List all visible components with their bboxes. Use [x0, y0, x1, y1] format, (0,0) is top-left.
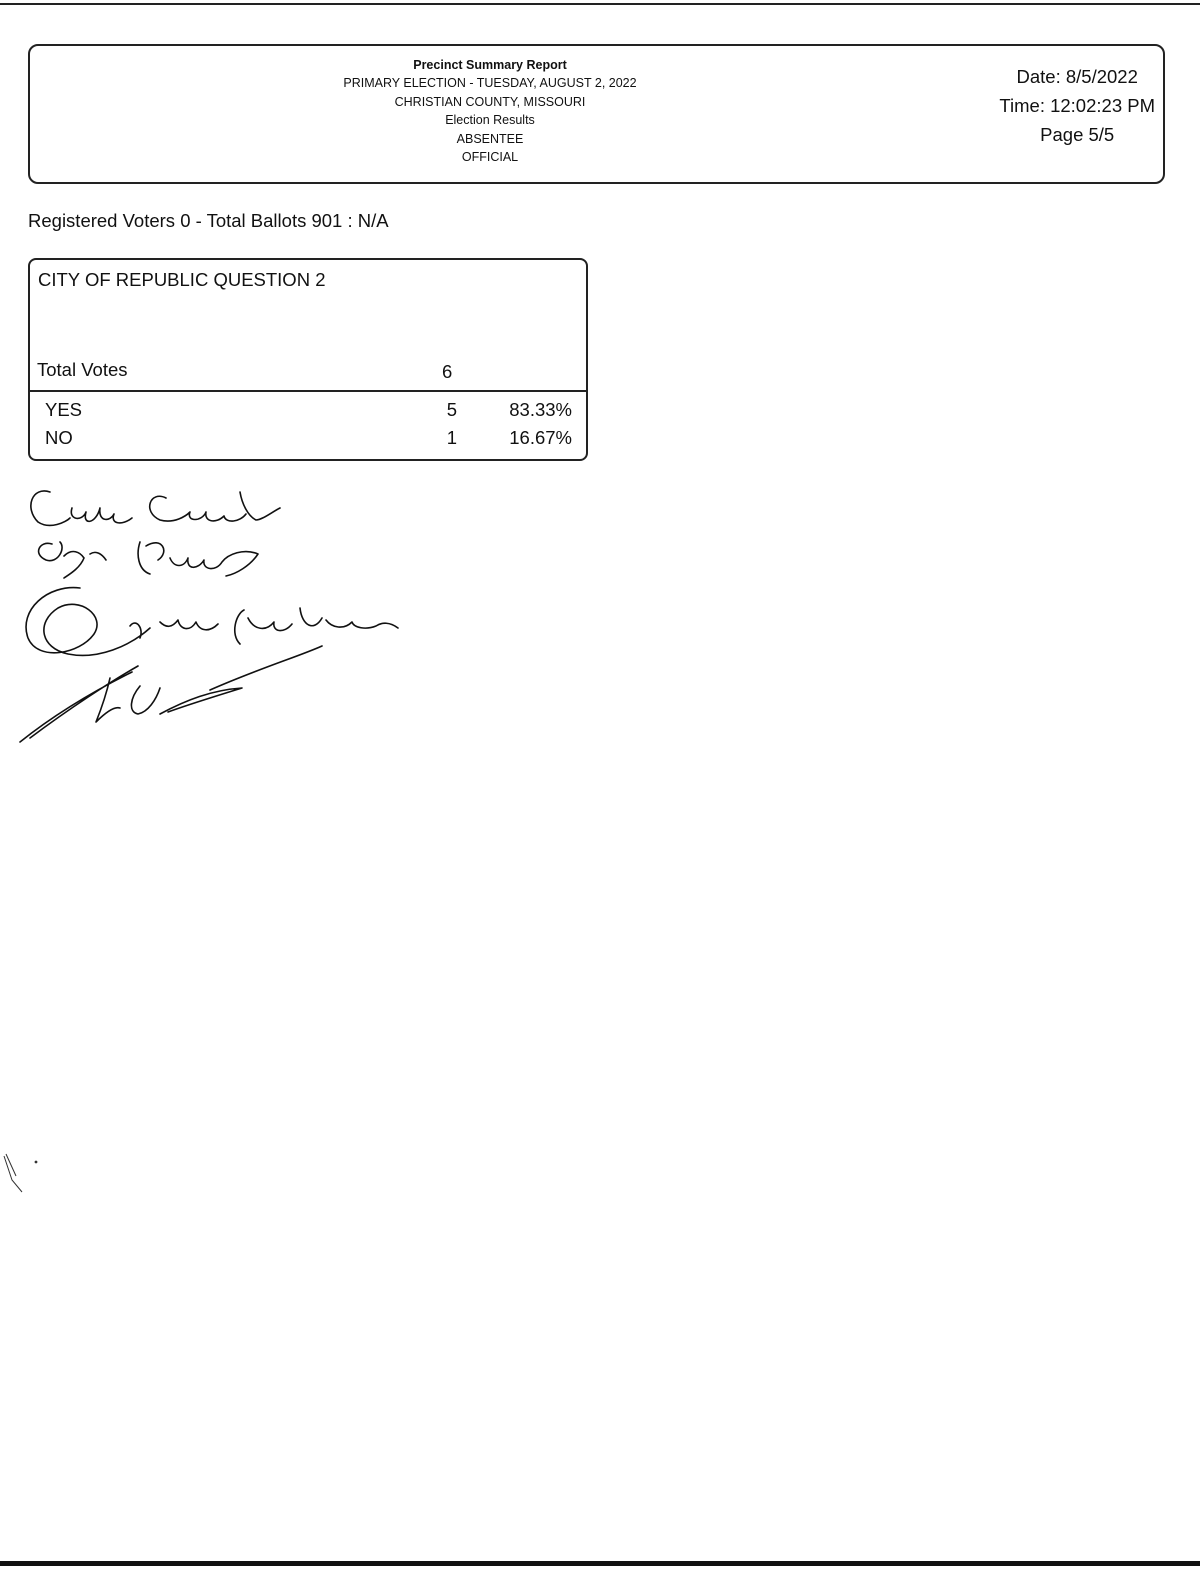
choice-name: NO	[45, 427, 73, 448]
signature-3	[26, 588, 398, 656]
jurisdiction: CHRISTIAN COUNTY, MISSOURI	[394, 94, 586, 109]
choice-percent: 16.67%	[509, 427, 572, 448]
choice-row-yes	[30, 399, 586, 425]
divider	[30, 390, 586, 392]
choice-name: YES	[45, 399, 83, 420]
contest-box	[28, 258, 588, 461]
handwritten-signatures	[10, 478, 410, 753]
signature-2	[39, 542, 258, 578]
report-meta	[999, 62, 1155, 149]
report-header	[28, 44, 1165, 184]
status-label: OFFICIAL	[461, 150, 519, 165]
ballot-type: ABSENTEE	[456, 131, 524, 146]
total-votes-label: Total Votes	[37, 359, 128, 380]
total-votes-row	[30, 358, 586, 384]
registered-voters-line: Registered Voters 0 - Total Ballots 901 : N/A	[28, 210, 389, 231]
choice-votes: 5	[446, 399, 457, 420]
scan-artifact	[0, 1150, 50, 1195]
page-number: Page 5/5	[1040, 124, 1115, 145]
scan-edge-top	[0, 3, 1200, 5]
report-title: Precinct Summary Report	[413, 58, 567, 72]
report-time: Time: 12:02:23 PM	[999, 95, 1155, 116]
choice-percent: 83.33%	[509, 399, 572, 420]
contest-title: CITY OF REPUBLIC QUESTION 2	[38, 269, 326, 290]
signature-1	[31, 491, 280, 525]
choice-row-no	[30, 427, 586, 453]
results-label: Election Results	[445, 113, 535, 128]
election-name: PRIMARY ELECTION - TUESDAY, AUGUST 2, 2022	[343, 76, 637, 91]
total-votes-count: 6	[442, 361, 453, 382]
report-date: Date: 8/5/2022	[1016, 66, 1138, 87]
signature-4	[20, 646, 322, 742]
scan-edge-bottom	[0, 1561, 1200, 1566]
report-header-titles	[30, 56, 950, 166]
choice-votes: 1	[446, 427, 457, 448]
